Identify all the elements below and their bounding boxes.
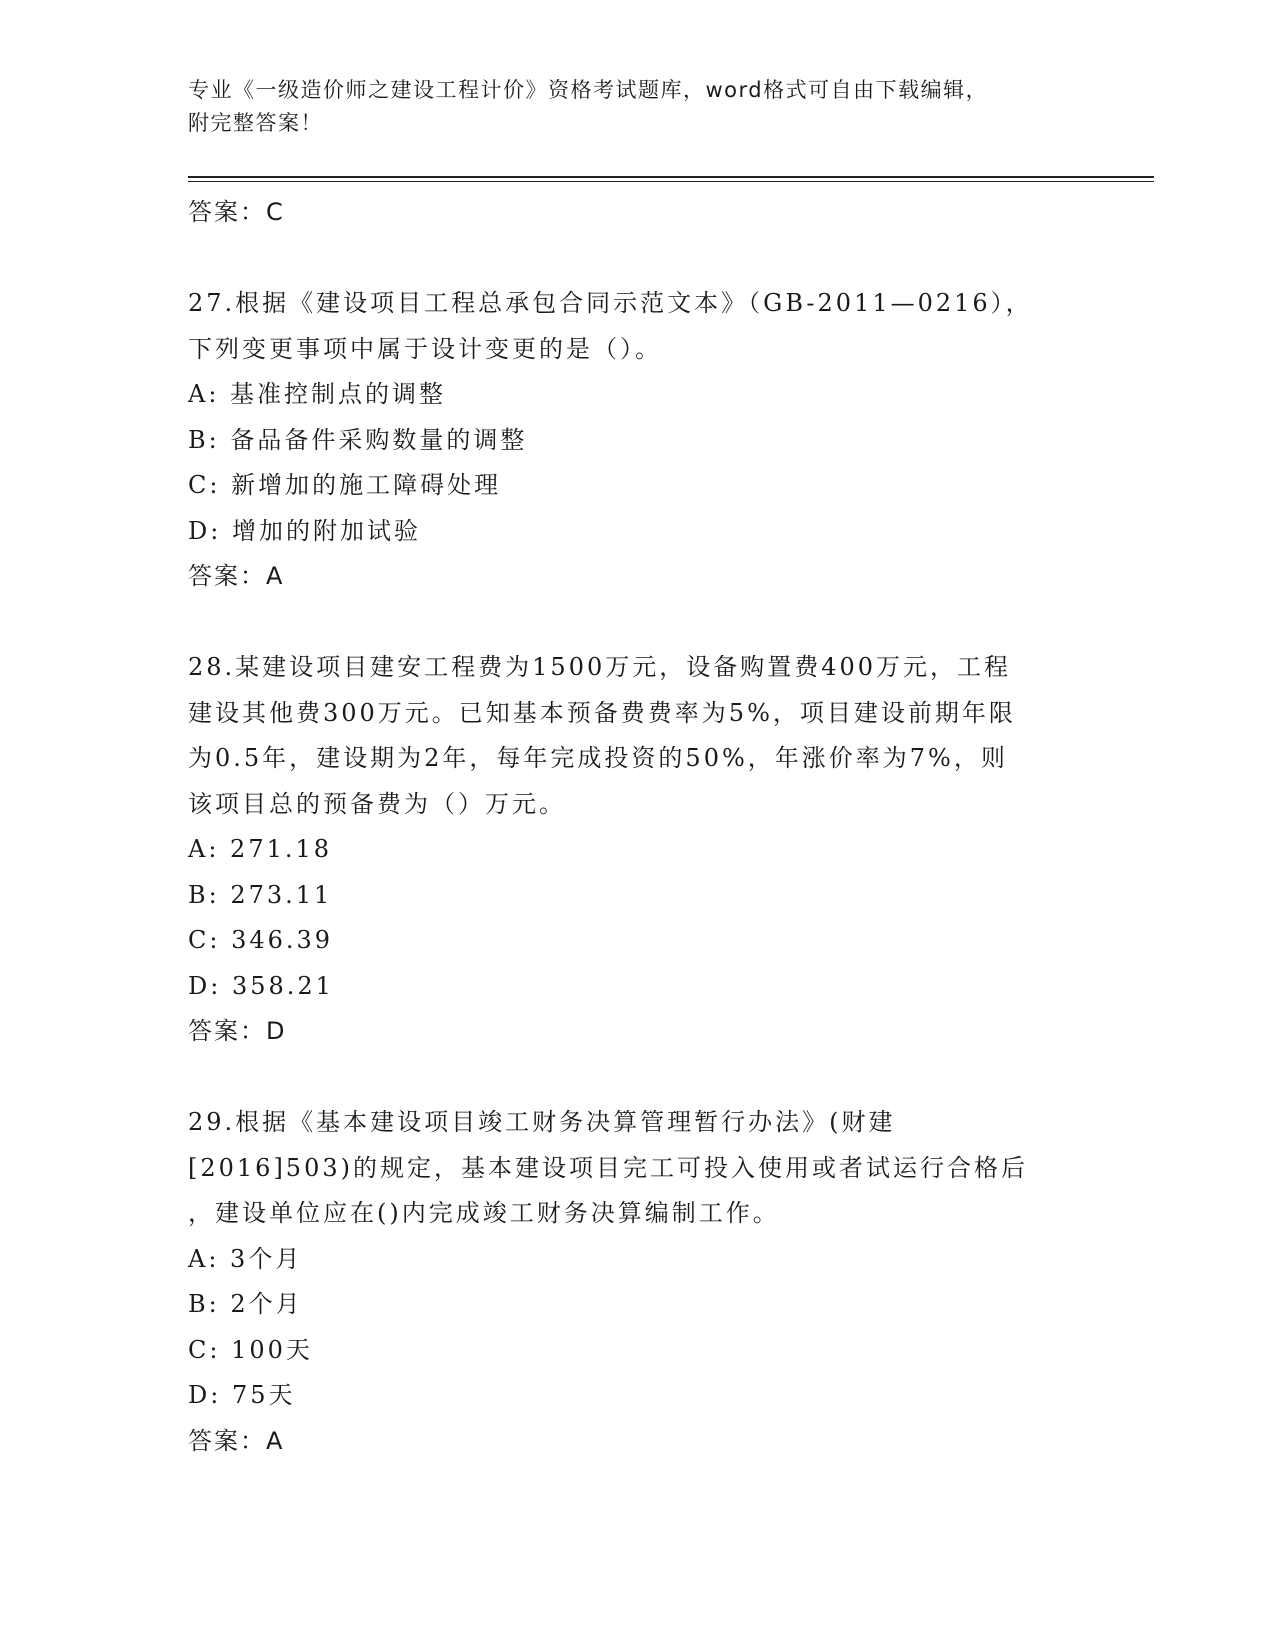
question-stem-line: 建设其他费300万元。已知基本预备费费率为5%，项目建设前期年限 [188, 698, 1016, 727]
option-d: D: 75天 [188, 1381, 296, 1409]
header-line-2: 附完整答案！ [188, 111, 323, 135]
question-stem-line: 该项目总的预备费为（）万元。 [188, 789, 566, 818]
question-28 [188, 645, 1068, 1055]
spacer [188, 1055, 1068, 1101]
option-a: A: 271.18 [188, 835, 333, 863]
option-a: A: 3个月 [188, 1244, 303, 1273]
question-stem-line: 下列变更事项中属于设计变更的是（）。 [188, 334, 662, 363]
option-d: D: 增加的附加试验 [188, 516, 421, 545]
option-c: C: 346.39 [188, 926, 334, 954]
document-body [188, 190, 1068, 1464]
previous-answer: 答案：C [188, 198, 285, 226]
question-27 [188, 281, 1068, 600]
spacer [188, 236, 1068, 282]
question-stem-line: 27.根据《建设项目工程总承包合同示范文本》（GB-2011—0216）， [188, 289, 1033, 317]
question-stem-line: 28.某建设项目建安工程费为1500万元，设备购置费400万元，工程 [188, 653, 1012, 681]
spacer [188, 600, 1068, 646]
answer: 答案：D [188, 1017, 287, 1045]
answer: 答案：A [188, 562, 285, 590]
option-b: B: 273.11 [188, 880, 333, 909]
header-line-1: 专业《一级造价师之建设工程计价》资格考试题库，word格式可自由下载编辑， [188, 78, 989, 102]
option-c: C: 100天 [188, 1335, 313, 1364]
option-b: B: 备品备件采购数量的调整 [188, 425, 528, 454]
question-stem-line: ，建设单位应在()内完成竣工财务决算编制工作。 [188, 1199, 780, 1227]
page-header [188, 74, 1088, 140]
question-stem-line: 为0.5年，建设期为2年，每年完成投资的50%，年涨价率为7%，则 [188, 744, 1008, 772]
option-a: A: 基准控制点的调整 [188, 380, 447, 408]
question-stem-line: 29.根据《基本建设项目竣工财务决算管理暂行办法》(财建 [188, 1108, 896, 1136]
question-29 [188, 1100, 1068, 1464]
option-c: C: 新增加的施工障碍处理 [188, 471, 502, 499]
option-d: D: 358.21 [188, 971, 334, 1000]
answer: 答案：A [188, 1426, 285, 1455]
question-stem-line: [2016]503)的规定，基本建设项目完工可投入使用或者试运行合格后 [188, 1153, 1028, 1182]
header-divider [188, 176, 1154, 182]
option-b: B: 2个月 [188, 1290, 303, 1318]
